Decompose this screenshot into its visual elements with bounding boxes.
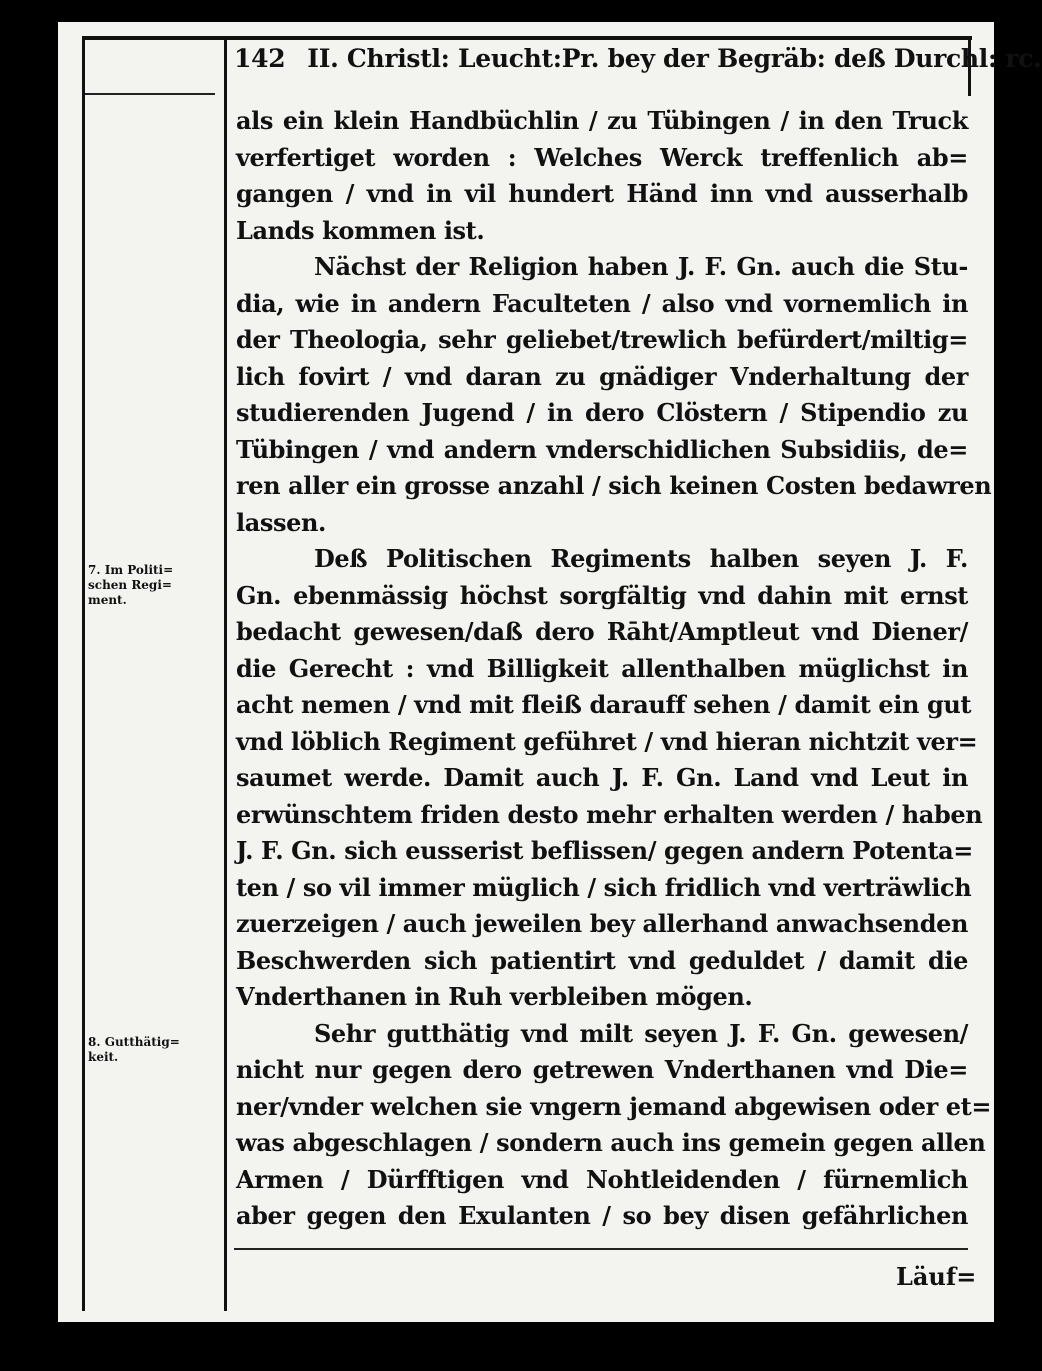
text-line: bedacht gewesen/daß dero Rāht/Amptleut vnd Diener/ (236, 617, 968, 646)
text-line: was abgeschlagen / sondern auch ins gemein gegen allen (236, 1128, 986, 1157)
marginal-line: schen Regi= (88, 578, 172, 592)
text-line: J. F. Gn. sich eusserist beflissen/ gegen andern Potenta= (236, 836, 974, 865)
text-line: Gn. ebenmässig höchst sorgfältig vnd dahin mit ernst (236, 580, 968, 610)
page-number: 142 (234, 44, 286, 73)
text-line: lassen. (236, 507, 326, 537)
text-line: studierenden Jugend / in dero Clöstern / Stipendio zu (236, 398, 968, 427)
text-line: gangen / vnd in vil hundert Händ inn vnd ausserhalb (236, 179, 968, 208)
text-line: zuerzeigen / auch jeweilen bey allerhand anwachsenden (236, 909, 969, 938)
catchword: Läuf= (896, 1262, 977, 1291)
text-line: Tübingen / vnd andern vnderschidlichen Subsidiis, de= (236, 434, 968, 464)
text-line: nicht nur gegen dero getrewen Vnderthanen vnd Die= (236, 1055, 968, 1084)
text-line: Lands kommen ist. (236, 215, 485, 245)
running-header (234, 44, 1042, 88)
top-frame-rule (82, 36, 972, 40)
text-line: ten / so vil immer müglich / sich fridlich vnd verträwlich (236, 872, 972, 902)
text-line: der Theologia, sehr geliebet/trewlich befürdert/miltig= (236, 325, 968, 354)
marginal-line: 7. Im Politi= (88, 563, 174, 577)
margin-column-rule (224, 36, 227, 1311)
text-line: erwünschtem friden desto mehr erhalten werden / haben (236, 799, 983, 829)
left-frame-rule (82, 36, 85, 1311)
marginal-line: ment. (88, 593, 127, 607)
text-line: lich fovirt / vnd daran zu gnädiger Vnderhaltung der (236, 361, 968, 391)
text-line: Armen / Dürfftigen vnd Nohtleidenden / fürnemlich (236, 1164, 968, 1194)
text-line: dia, wie in andern Faculteten / also vnd vornemlich in (236, 288, 968, 318)
text-line: die Gerecht : vnd Billigkeit allenthalben müglichst in (236, 653, 968, 683)
text-line: saumet werde. Damit auch J. F. Gn. Land vnd Leut in (236, 763, 968, 792)
text-line: vnd löblich Regiment geführet / vnd hieran nichtzit ver= (236, 726, 978, 756)
text-line: acht nemen / vnd mit fleiß darauff sehen / damit ein gut (236, 690, 972, 719)
text-line: Vnderthanen in Ruh verbleiben mögen. (236, 982, 753, 1011)
text-line: aber gegen den Exulanten / so bey disen gefährlichen (236, 1201, 968, 1230)
marginal-note-charity (88, 1035, 224, 1065)
text-line: Sehr gutthätig vnd milt seyen J. F. Gn. gewesen/ (314, 1018, 968, 1048)
marginal-line: keit. (88, 1050, 119, 1064)
marginal-note-politics (88, 563, 224, 608)
margin-header-rule (85, 93, 215, 95)
bottom-text-rule (234, 1248, 968, 1250)
text-line: ren aller ein grosse anzahl / sich keinen Costen bedawren (236, 471, 992, 500)
text-line: verfertiget worden : Welches Werck treffenlich ab= (236, 142, 968, 172)
running-title: II. Christl: Leucht:Pr. bey der Begräb: deß Durchl: rc. (307, 44, 1042, 73)
text-line: ner/vnder welchen sie vngern jemand abgewisen oder et= (236, 1091, 992, 1121)
text-line: Beschwerden sich patientirt vnd geduldet / damit die (236, 945, 968, 975)
text-line: als ein klein Handbüchlin / zu Tübingen / in den Truck (236, 106, 968, 135)
text-line: Deß Politischen Regiments halben seyen J. F. (314, 544, 968, 573)
marginal-line: 8. Gutthätig= (88, 1035, 180, 1049)
text-line: Nächst der Religion haben J. F. Gn. auch die Stu- (314, 252, 968, 281)
main-text-block (236, 103, 992, 1235)
